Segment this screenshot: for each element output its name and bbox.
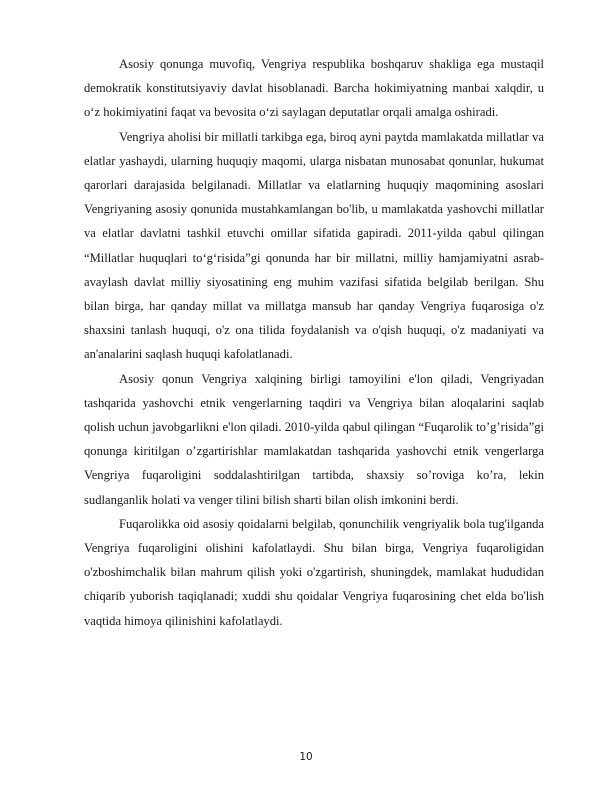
page-number: 10 (299, 751, 313, 763)
document-body (84, 52, 544, 633)
paragraph: Vengriya aholisi bir millatli tarkibga ega, biroq ayni paytda mamlakatda millatlar va elatlar yashaydi, ularning huquqiy maqomi, ularga nisbatan munosabat qonunlar, hukumat qarorlari darajasida belgilanadi. Millatlar va elatlarning huquqiy maqomining asoslari Vengriyaning asosiy qonunida mustahkamlangan bo'lib, u mamlakatda yashovchi millatlar va elatlar davlatni tashkil etuvchi omillar sifatida gapiradi. 2011-yilda qabul qilingan “Millatlar huquqlari to‘g‘risida”gi qonunda har bir millatni, milliy hamjamiyatni asrab-avaylash davlat milliy siyosatining eng muhim vazifasi sifatida belgilab berilgan. Shu bilan birga, har qanday millat va millatga mansub har qanday Vengriya fuqarosiga o'z shaxsini tanlash huquqi, o'z ona tilida foydalanish va o'qish huquqi, o'z madaniyati va an'analarini saqlash huquqi kafolatlanadi. (84, 129, 544, 362)
paragraph: Fuqarolikka oid asosiy qoidalarni belgilab, qonunchilik vengriyalik bola tug'ilganda Vengriya fuqaroligini olishini kafolatlaydi. Shu bilan birga, Vengriya fuqaroligidan o'zboshimchalik bilan mahrum qilish yoki o'zgartirish, shuningdek, mamlakat hududidan chiqarib yuborish taqiqlanadi; xuddi shu qoidalar Vengriya fuqarosining chet elda bo'lish vaqtida himoya qilinishini kafolatlaydi. (84, 516, 544, 628)
paragraph: Asosiy qonun Vengriya xalqining birligi tamoyilini e'lon qiladi, Vengriyadan tashqarida yashovchi etnik vengerlarning taqdiri va Vengriya bilan aloqalarini saqlab qolish uchun javobgarlikni e'lon qiladi. 2010-yilda qabul qilingan “Fuqarolik to’g’risida”gi qonunga kiritilgan o’zgartirishlar mamlakatdan tashqarida yashovchi etnik vengerlarga Vengriya fuqaroligini soddalashtirilgan tartibda, shaxsiy so’roviga ko’ra, lekin sudlanganlik holati va venger tilini bilish sharti bilan olish imkonini berdi. (84, 371, 544, 507)
paragraph: Asosiy qonunga muvofiq, Vengriya respublika boshqaruv shakliga ega mustaqil demokratik konstitutsiyaviy davlat hisoblanadi. Barcha hokimiyatning manbai xalqdir, u o‘z hokimiyatini faqat va bevosita o‘zi saylagan deputatlar orqali amalga oshiradi. (84, 57, 544, 120)
